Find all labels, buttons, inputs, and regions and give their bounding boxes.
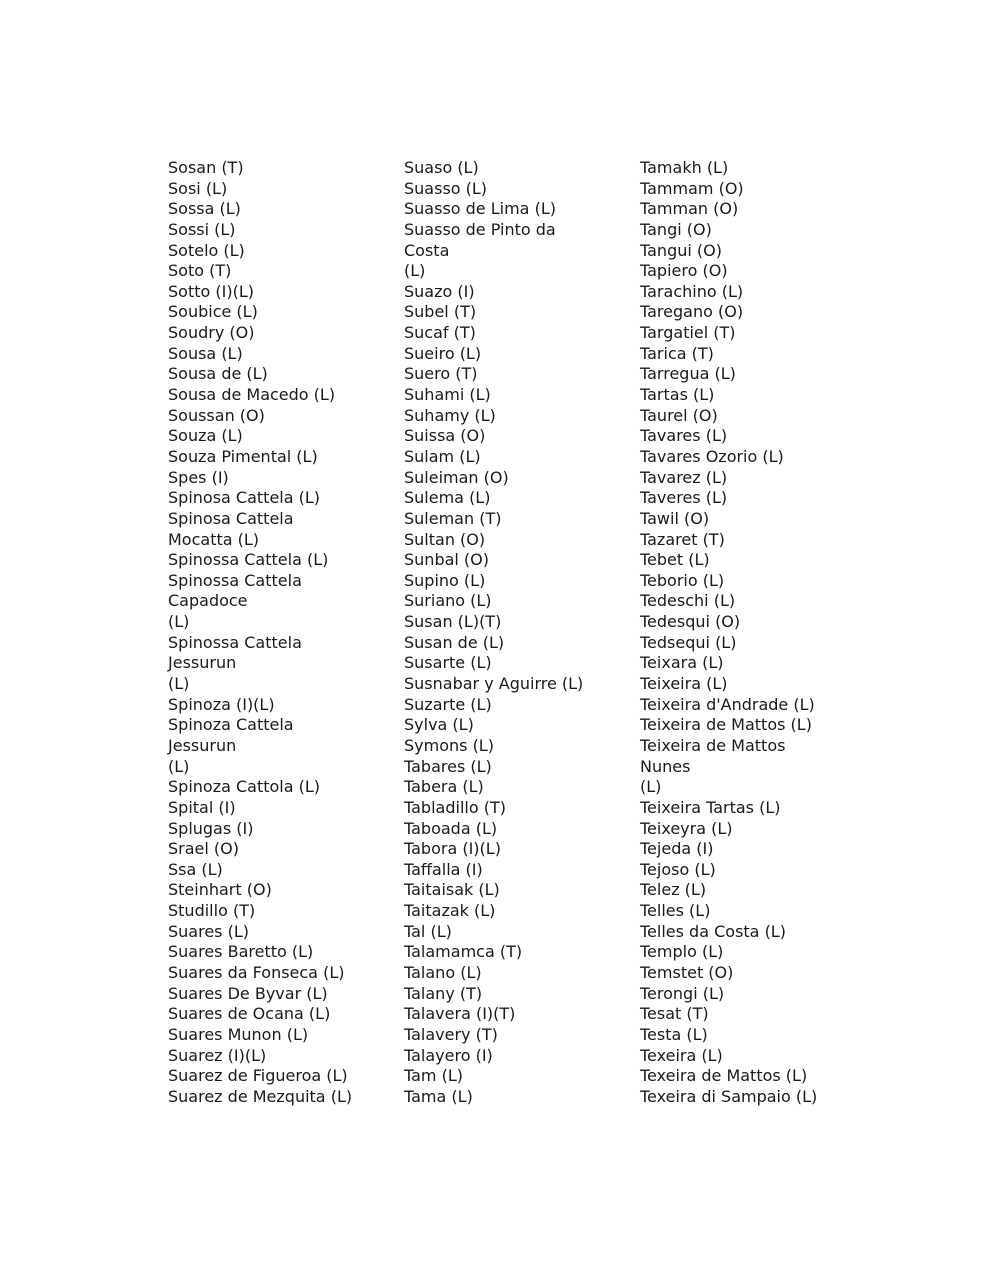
name-entry: Taregano (O) bbox=[640, 302, 744, 322]
name-entry: Sulam (L) bbox=[404, 446, 481, 466]
name-entry: Tama (L) bbox=[404, 1086, 473, 1106]
name-entry: Texeira de Mattos (L) bbox=[640, 1066, 808, 1086]
name-entry: Teixeyra (L) bbox=[640, 818, 733, 838]
name-entry: Sueiro (L) bbox=[404, 343, 482, 363]
name-entry: Taffalla (I) bbox=[404, 859, 483, 879]
name-entry: Spinoza Cattola (L) bbox=[168, 777, 321, 797]
name-entry: Suhami (L) bbox=[404, 385, 491, 405]
name-entry: Tedsequi (L) bbox=[640, 632, 737, 652]
name-entry: Soudry (O) bbox=[168, 323, 255, 343]
name-entry: Susarte (L) bbox=[404, 653, 492, 673]
name-entry: Tarica (T) bbox=[640, 343, 714, 363]
name-entry: Sotelo (L) bbox=[168, 240, 245, 260]
name-entry: Taitaisak (L) bbox=[404, 880, 500, 900]
name-entry: Tedeschi (L) bbox=[640, 591, 736, 611]
name-entry: Soussan (O) bbox=[168, 405, 265, 425]
name-entry: Temstet (O) bbox=[640, 962, 734, 982]
name-entry: Ssa (L) bbox=[168, 859, 223, 879]
name-entry: (L) bbox=[168, 674, 190, 694]
name-entry: Tebet (L) bbox=[640, 550, 710, 570]
name-entry: Suero (T) bbox=[404, 364, 478, 384]
name-entry: Telles da Costa (L) bbox=[640, 921, 786, 941]
name-entry: Targatiel (T) bbox=[640, 323, 736, 343]
name-entry: Talavera (I)(T) bbox=[404, 1004, 516, 1024]
name-entry: Teixeira de Mattos (L) bbox=[640, 715, 812, 735]
name-entry: Tavarez (L) bbox=[640, 467, 728, 487]
name-entry: Sultan (O) bbox=[404, 529, 486, 549]
name-entry: Texeira di Sampaio (L) bbox=[640, 1086, 818, 1106]
name-entry: (L) bbox=[640, 777, 662, 797]
name-entry: Suares (L) bbox=[168, 921, 249, 941]
name-entry: Susan de (L) bbox=[404, 632, 505, 652]
name-entry: Sossi (L) bbox=[168, 219, 236, 239]
name-entry: Suzarte (L) bbox=[404, 694, 492, 714]
name-entry: Souza Pimental (L) bbox=[168, 446, 318, 466]
name-entry: Suares De Byvar (L) bbox=[168, 983, 328, 1003]
name-entry: Jessurun bbox=[168, 653, 237, 673]
name-entry: Mocatta (L) bbox=[168, 529, 260, 549]
name-entry: Tangui (O) bbox=[640, 240, 722, 260]
name-entry: Testa (L) bbox=[640, 1024, 708, 1044]
name-entry: Tedesqui (O) bbox=[640, 612, 741, 632]
name-entry: Tarregua (L) bbox=[640, 364, 736, 384]
name-entry: Telez (L) bbox=[640, 880, 707, 900]
name-entry: Talano (L) bbox=[404, 962, 482, 982]
name-entry: Telles (L) bbox=[640, 901, 711, 921]
name-entry: Symons (L) bbox=[404, 735, 494, 755]
name-entry: Soto (T) bbox=[168, 261, 232, 281]
name-entry: Soubice (L) bbox=[168, 302, 258, 322]
name-entry: Sunbal (O) bbox=[404, 550, 490, 570]
name-entry: Supino (L) bbox=[404, 570, 486, 590]
name-entry: Sosan (T) bbox=[168, 158, 244, 177]
name-entry: Taitazak (L) bbox=[404, 901, 496, 921]
name-entry: Suares Munon (L) bbox=[168, 1024, 309, 1044]
name-entry: Studillo (T) bbox=[168, 901, 256, 921]
name-entry: Talayero (I) bbox=[404, 1045, 493, 1065]
name-entry: Teixeira de Mattos bbox=[640, 735, 786, 755]
name-entry: Suares da Fonseca (L) bbox=[168, 962, 345, 982]
name-entry: Spes (I) bbox=[168, 467, 229, 487]
name-entry: Spinossa Cattela bbox=[168, 570, 302, 590]
name-entry: Suleman (T) bbox=[404, 508, 502, 528]
name-entry: Spinoza (I)(L) bbox=[168, 694, 275, 714]
name-entry: Taveres (L) bbox=[640, 488, 728, 508]
name-entry: Suleiman (O) bbox=[404, 467, 509, 487]
name-entry: Suriano (L) bbox=[404, 591, 492, 611]
name-entry: Splugas (I) bbox=[168, 818, 254, 838]
name-entry: Teixeira Tartas (L) bbox=[640, 797, 781, 817]
name-entry: Srael (O) bbox=[168, 839, 239, 859]
name-entry: (L) bbox=[168, 756, 190, 776]
name-entry: Tavares Ozorio (L) bbox=[640, 446, 784, 466]
name-entry: Suasso de Lima (L) bbox=[404, 199, 556, 219]
name-entry: Subel (T) bbox=[404, 302, 477, 322]
name-column-1 bbox=[168, 158, 398, 1107]
name-entry: Tabares (L) bbox=[404, 756, 492, 776]
name-entry: Tesat (T) bbox=[640, 1004, 709, 1024]
name-entry: Suazo (I) bbox=[404, 281, 475, 301]
name-entry: Sousa (L) bbox=[168, 343, 243, 363]
name-entry: Susnabar y Aguirre (L) bbox=[404, 674, 584, 694]
name-entry: Tangi (O) bbox=[640, 219, 712, 239]
name-entry: Templo (L) bbox=[640, 942, 724, 962]
name-entry: Sucaf (T) bbox=[404, 323, 476, 343]
name-entry: (L) bbox=[168, 612, 190, 632]
name-entry: Suasso de Pinto da bbox=[404, 219, 556, 239]
name-entry: Sousa de Macedo (L) bbox=[168, 385, 336, 405]
name-entry: Suaso (L) bbox=[404, 158, 479, 177]
name-entry: Tamakh (L) bbox=[640, 158, 729, 177]
name-entry: Souza (L) bbox=[168, 426, 243, 446]
name-entry: Tawil (O) bbox=[640, 508, 710, 528]
name-entry: Taurel (O) bbox=[640, 405, 718, 425]
name-entry: Suarez de Figueroa (L) bbox=[168, 1066, 348, 1086]
name-entry: Spinossa Cattela (L) bbox=[168, 550, 329, 570]
name-entry: Costa bbox=[404, 240, 450, 260]
name-entry: Suarez de Mezquita (L) bbox=[168, 1086, 353, 1106]
name-entry: Teixeira d'Andrade (L) bbox=[640, 694, 815, 714]
name-entry: Suares de Ocana (L) bbox=[168, 1004, 331, 1024]
name-column-2 bbox=[404, 158, 634, 1107]
name-entry: (L) bbox=[404, 261, 426, 281]
name-entry: Tejoso (L) bbox=[640, 859, 716, 879]
name-entry: Sosi (L) bbox=[168, 178, 228, 198]
name-entry: Teborio (L) bbox=[640, 570, 725, 590]
name-entry: Sylva (L) bbox=[404, 715, 474, 735]
name-entry: Suasso (L) bbox=[404, 178, 488, 198]
name-entry: Tarachino (L) bbox=[640, 281, 744, 301]
name-entry: Talany (T) bbox=[404, 983, 483, 1003]
name-entry: Spital (I) bbox=[168, 797, 236, 817]
name-entry: Spinoza Cattela bbox=[168, 715, 294, 735]
name-entry: Spinosa Cattela bbox=[168, 508, 294, 528]
name-entry: Tal (L) bbox=[404, 921, 452, 941]
name-entry: Suarez (I)(L) bbox=[168, 1045, 267, 1065]
name-entry: Tazaret (T) bbox=[640, 529, 725, 549]
name-entry: Jessurun bbox=[168, 735, 237, 755]
name-entry: Suissa (O) bbox=[404, 426, 486, 446]
name-entry: Spinossa Cattela bbox=[168, 632, 302, 652]
name-entry: Texeira (L) bbox=[640, 1045, 723, 1065]
name-entry: Tavares (L) bbox=[640, 426, 728, 446]
name-entry: Tam (L) bbox=[404, 1066, 463, 1086]
name-entry: Capadoce bbox=[168, 591, 248, 611]
name-entry: Terongi (L) bbox=[640, 983, 725, 1003]
name-entry: Teixeira (L) bbox=[640, 674, 728, 694]
name-entry: Tapiero (O) bbox=[640, 261, 728, 281]
name-entry: Spinosa Cattela (L) bbox=[168, 488, 321, 508]
name-entry: Tabora (I)(L) bbox=[404, 839, 501, 859]
name-entry: Nunes bbox=[640, 756, 691, 776]
name-entry: Tamman (O) bbox=[640, 199, 739, 219]
name-entry: Tabladillo (T) bbox=[404, 797, 506, 817]
name-entry: Sossa (L) bbox=[168, 199, 241, 219]
name-entry: Tabera (L) bbox=[404, 777, 484, 797]
name-entry: Talavery (T) bbox=[404, 1024, 498, 1044]
name-entry: Tartas (L) bbox=[640, 385, 715, 405]
name-entry: Sousa de (L) bbox=[168, 364, 268, 384]
name-entry: Tammam (O) bbox=[640, 178, 744, 198]
name-entry: Teixara (L) bbox=[640, 653, 724, 673]
name-entry: Sotto (I)(L) bbox=[168, 281, 254, 301]
name-entry: Talamamca (T) bbox=[404, 942, 523, 962]
name-entry: Suares Baretto (L) bbox=[168, 942, 314, 962]
name-entry: Sulema (L) bbox=[404, 488, 491, 508]
name-entry: Tejeda (I) bbox=[640, 839, 714, 859]
name-entry: Taboada (L) bbox=[404, 818, 498, 838]
name-column-3 bbox=[640, 158, 880, 1107]
name-entry: Susan (L)(T) bbox=[404, 612, 502, 632]
name-entry: Steinhart (O) bbox=[168, 880, 272, 900]
name-entry: Suhamy (L) bbox=[404, 405, 496, 425]
